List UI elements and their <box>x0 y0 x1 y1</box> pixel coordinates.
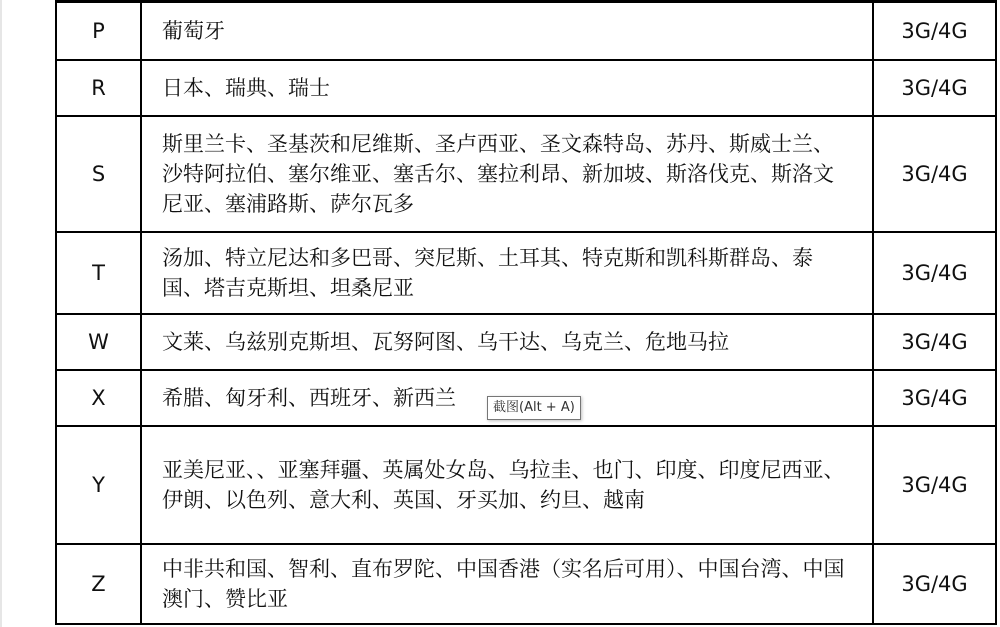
countries-cell: 中非共和国、智利、直布罗陀、中国香港（实名后可用）、中国台湾、中国澳门、赞比亚 <box>141 544 873 624</box>
network-cell: 3G/4G <box>873 232 996 314</box>
screenshot-tooltip: 截图(Alt + A) <box>487 396 581 420</box>
letter-cell: S <box>56 116 141 232</box>
table-row <box>56 60 996 116</box>
network-cell: 3G/4G <box>873 314 996 370</box>
table-row <box>56 426 996 544</box>
table-row <box>56 314 996 370</box>
table-row <box>56 544 996 624</box>
countries-cell: 亚美尼亚、、亚塞拜疆、英属处女岛、乌拉圭、也门、印度、印度尼西亚、伊朗、以色列、意大利、英国、牙买加、约旦、越南 <box>141 426 873 544</box>
countries-cell: 汤加、特立尼达和多巴哥、突尼斯、土耳其、特克斯和凯科斯群岛、泰国、塔吉克斯坦、坦桑尼亚 <box>141 232 873 314</box>
letter-cell: T <box>56 232 141 314</box>
countries-cell: 希腊、匈牙利、西班牙、新西兰 <box>141 370 873 426</box>
countries-cell: 斯里兰卡、圣基茨和尼维斯、圣卢西亚、圣文森特岛、苏丹、斯威士兰、沙特阿拉伯、塞尔维亚、塞舌尔、塞拉利昂、新加坡、斯洛伐克、斯洛文尼亚、塞浦路斯、萨尔瓦多 <box>141 116 873 232</box>
network-cell: 3G/4G <box>873 370 996 426</box>
country-network-table <box>55 0 997 625</box>
letter-cell: R <box>56 60 141 116</box>
letter-cell: Y <box>56 426 141 544</box>
network-cell: 3G/4G <box>873 426 996 544</box>
countries-cell: 文莱、乌兹别克斯坦、瓦努阿图、乌干达、乌克兰、危地马拉 <box>141 314 873 370</box>
table-row <box>56 116 996 232</box>
network-cell: 3G/4G <box>873 2 996 60</box>
page-edge-divider <box>0 0 2 627</box>
countries-cell: 日本、瑞典、瑞士 <box>141 60 873 116</box>
letter-cell: W <box>56 314 141 370</box>
letter-cell: Z <box>56 544 141 624</box>
letter-cell: X <box>56 370 141 426</box>
countries-cell: 葡萄牙 <box>141 2 873 60</box>
table-row <box>56 232 996 314</box>
table-row <box>56 2 996 60</box>
letter-cell: P <box>56 2 141 60</box>
network-cell: 3G/4G <box>873 60 996 116</box>
network-cell: 3G/4G <box>873 544 996 624</box>
network-cell: 3G/4G <box>873 116 996 232</box>
